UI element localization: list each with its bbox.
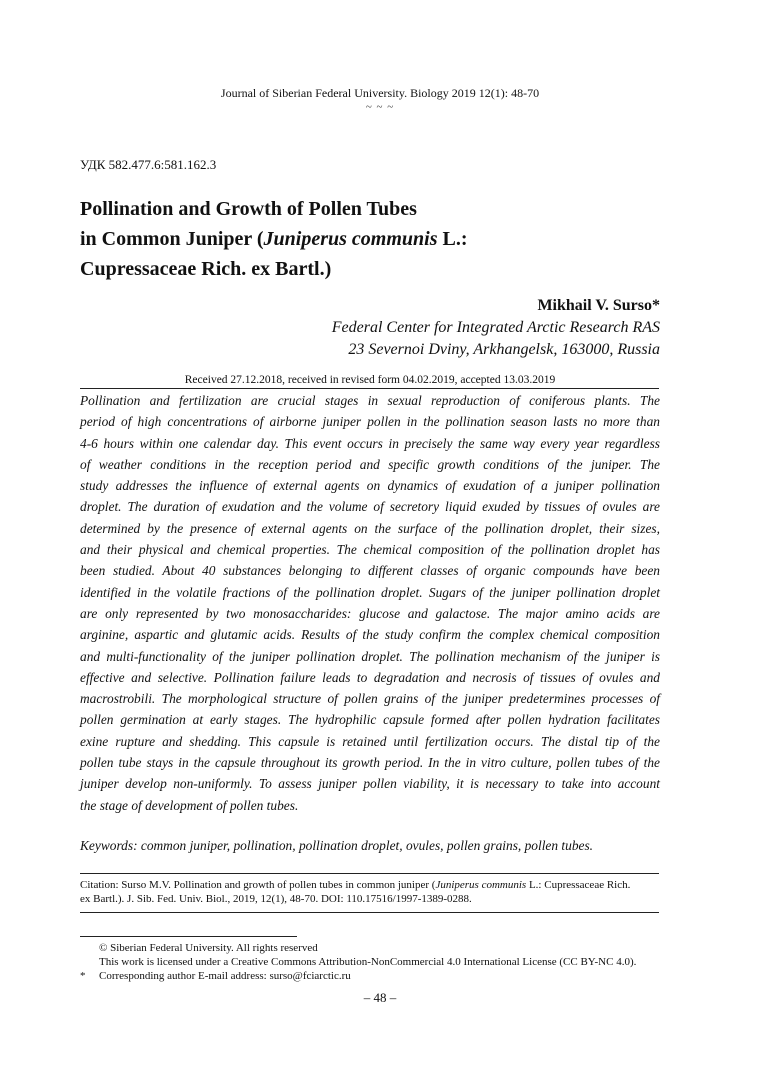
abstract-line: of weather conditions in the reception period and specific growth conditions of the juniper. The: [80, 456, 660, 472]
affiliation-line-2: 23 Severnoi Dviny, Arkhangelsk, 163000, Russia: [348, 341, 660, 358]
abstract-line: exine rupture and shedding. This capsule is retained until fertilization occurs. The distal tip of the: [80, 733, 660, 749]
received-dates: Received 27.12.2018, received in revised form 04.02.2019, accepted 13.03.2019: [184, 374, 556, 386]
citation-top-rule: [80, 873, 659, 874]
abstract-line: are only represented by two monosaccharides: glucose and galactose. The major amino acids are: [80, 605, 660, 621]
abstract-line: the stage of development of pollen tubes.: [80, 797, 299, 813]
abstract: [80, 390, 660, 816]
keywords: Keywords: common juniper, pollination, pollination droplet, ovules, pollen grains, pollen tubes.: [80, 838, 594, 853]
abstract-line: study addresses the influence of external agents on dynamics of exudation of a juniper pollination: [80, 478, 660, 494]
abstract-line: determined by the presence of external agents on the surface of the pollination droplet, their sizes,: [80, 520, 660, 536]
abstract-line: been studied. About 40 substances belonging to different classes of organic compounds have been: [80, 563, 660, 579]
title-line-2: in Common Juniper (Juniperus communis L.:: [80, 228, 468, 250]
page-number: – 48 –: [363, 990, 397, 1005]
abstract-line: identified in the volatile fractions of the pollination droplet. Sugars of the juniper pollination droplet: [80, 584, 660, 600]
species-name: Juniperus communis: [263, 228, 438, 250]
abstract-line: pollen germination at early stages. The hydrophilic capsule formed after pollen hydration facilitates: [80, 712, 660, 728]
abstract-line: pollen tube stays in the capsule throughout its growth period. In the in vitro culture, pollen tubes of the: [80, 755, 660, 771]
author-name: Mikhail V. Surso*: [537, 297, 660, 314]
abstract-line: 4-6 hours within one calendar day. This event occurs in precisely the same way every year regardless: [80, 435, 660, 451]
article-title: [80, 194, 680, 284]
abstract-line: Pollination and fertilization are crucial stages in sexual reproduction of coniferous plants. The: [80, 393, 660, 408]
footnotes: [80, 941, 680, 983]
abstract-top-rule: [80, 388, 659, 389]
abstract-line: droplet. The duration of exudation and the volume of secretory liquid exuded by tissues of ovules are: [80, 499, 660, 515]
abstract-line: arginine, aspartic and glutamic acids. Results of the study confirm the complex chemical composition: [80, 627, 660, 643]
citation-bottom-rule: [80, 912, 659, 913]
abstract-line: juniper develop non-uniformly. To assess juniper pollen viability, it is necessary to take into account: [80, 776, 660, 792]
citation-line-1: Citation: Surso M.V. Pollination and growth of pollen tubes in common juniper (Juniperus communis L.: Cupressaceae Rich.: [80, 879, 631, 891]
udc-code: УДК 582.477.6:581.162.3: [80, 157, 217, 172]
abstract-line: period of high concentrations of airborne juniper pollen in the pollination season lasts no more than: [80, 414, 660, 430]
author-affiliation: [332, 317, 660, 361]
affiliation-line-1: Federal Center for Integrated Arctic Research RAS: [331, 319, 660, 336]
abstract-line: macrostrobili. The morphological structure of pollen grains of the juniper predetermines processes of: [80, 691, 660, 707]
header-ornament: ~ ~ ~: [365, 101, 395, 113]
footnote-rule: [80, 936, 297, 937]
title-line-3: Cupressaceae Rich. ex Bartl.): [80, 258, 332, 280]
footnote-corresponding: * Corresponding author E-mail address: surso@fciarctic.ru: [80, 970, 351, 982]
citation: [80, 878, 660, 906]
abstract-line: and multi-functionality of the juniper pollination droplet. The pollination mechanism of the juniper is: [80, 648, 660, 664]
citation-line-2: ex Bartl.). J. Sib. Fed. Univ. Biol., 2019, 12(1), 48-70. DOI: 110.17516/1997-1389-0288.: [80, 893, 472, 905]
abstract-line: and their physical and chemical properties. The chemical composition of the pollination droplet has: [80, 542, 660, 558]
footnote-license: This work is licensed under a Creative Commons Attribution-NonCommercial 4.0 International License (CC BY-NC 4.0).: [99, 956, 637, 968]
journal-header: Journal of Siberian Federal University. Biology 2019 12(1): 48-70: [220, 86, 540, 100]
title-line-1: Pollination and Growth of Pollen Tubes: [80, 198, 417, 220]
abstract-line: effective and selective. Pollination failure leads to degradation and necrosis of tissues of ovules and: [80, 669, 660, 685]
footnote-copyright: © Siberian Federal University. All rights reserved: [99, 942, 318, 954]
